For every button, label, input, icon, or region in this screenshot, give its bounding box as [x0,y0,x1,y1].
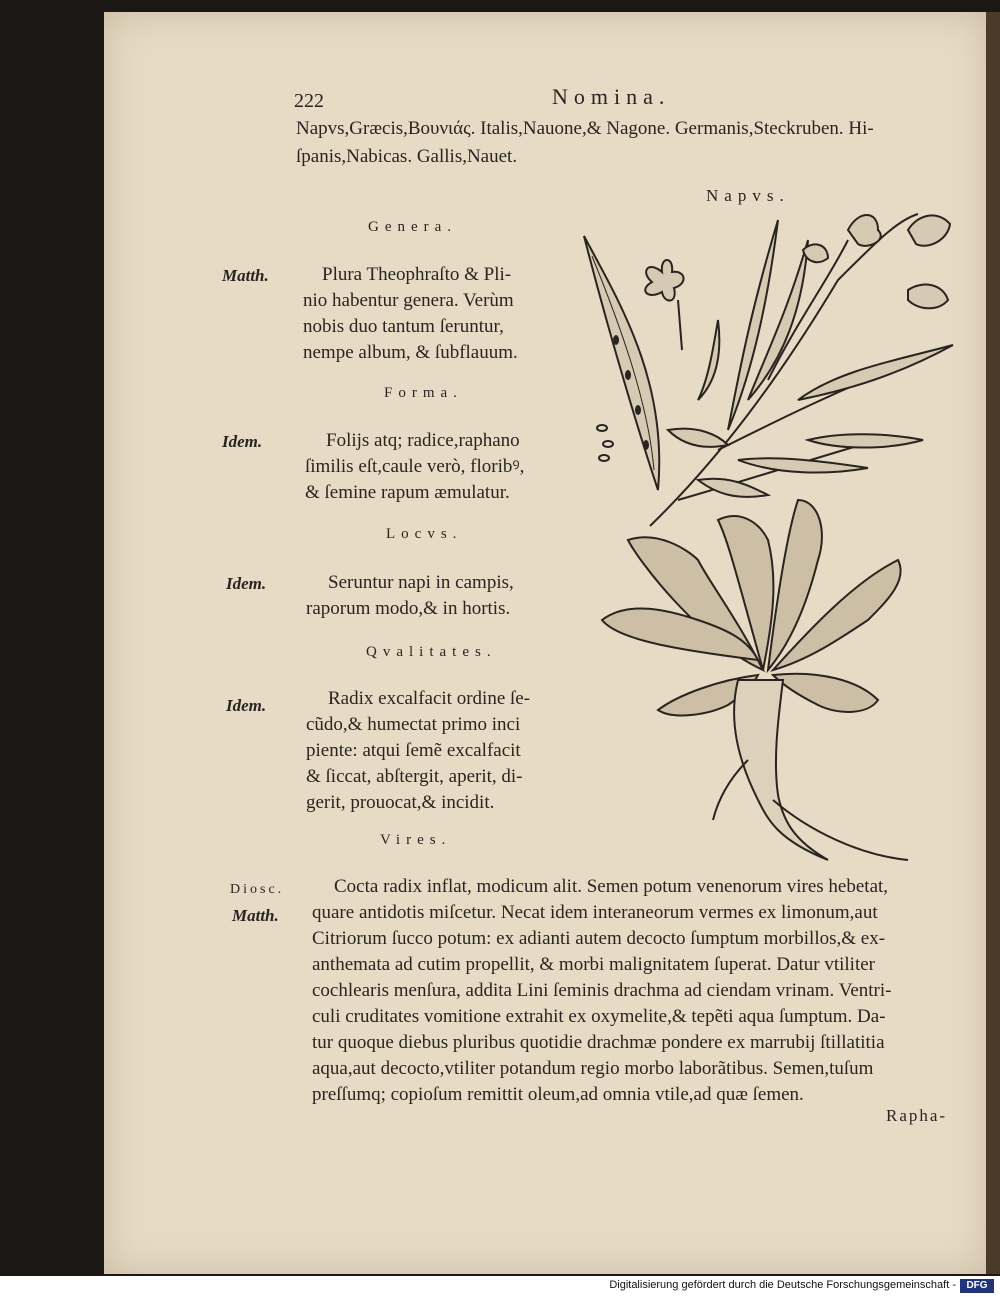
qualitates-line-5: gerit, prouocat,& incidit. [306,792,495,813]
genera-line-1: Plura Theophraſto & Pli- [322,264,512,285]
margin-note-qualitates: Idem. [226,696,267,715]
catchword: Rapha- [886,1106,948,1125]
page-number: 222 [294,90,324,112]
margin-note-locus: Idem. [226,574,267,593]
heading-genera: Genera. [368,219,458,235]
forma-line-1: Folijs atq; radice,raphano [326,430,520,451]
heading-vires: Vires. [380,832,452,848]
heading-locus: Locvs. [386,526,463,542]
locus-line-2: raporum modo,& in hortis. [306,598,511,619]
napus-woodcut-illustration [578,200,958,870]
margin-note-diosc: Diosc. [230,882,285,897]
vires-line-5: cochlearis menſura, addita Lini ſeminis drachma ad ciendam vrinam. Ventri- [312,980,892,1001]
margin-note-forma: Idem. [222,432,263,451]
qualitates-line-1: Radix excalfacit ordine ſe- [328,688,531,709]
nomina-line-2: ſpanis,Nabicas. Gallis,Nauet. [296,146,518,167]
margin-note-matth: Matth. [232,906,279,925]
heading-qualitates: Qvalitates. [366,644,497,660]
genera-line-3: nobis duo tantum ſeruntur, [303,316,504,337]
qualitates-line-2: cũdo,& humectat primo inci [306,714,521,735]
forma-line-3: & ſemine rapum æmulatur. [305,482,510,503]
vires-line-7: tur quoque diebus pluribus quotidie drachmæ pondere ex marrubij ſtillatitia [312,1032,885,1053]
footer-credit-text: Digitalisierung gefördert durch die Deutsche Forschungsgemeinschaft - [609,1279,956,1291]
nomina-line-1: Napvs,Græcis,Βουνιάς. Italis,Nauone,& Nagone. Germanis,Steckruben. Hi- [296,118,874,139]
qualitates-line-4: & ſiccat, abſtergit, aperit, di- [306,766,523,787]
vires-line-2: quare antidotis miſcetur. Necat idem interaneorum vermes ex limonum,aut [312,902,878,923]
genera-line-4: nempe album, & ſubflauum. [303,342,518,363]
running-head: Nomina. [552,84,671,109]
vires-line-9: preſſumq; copioſum remittit oleum,ad omnia vtile,ad quæ ſemen. [312,1084,804,1105]
vires-line-1: Cocta radix inflat, modicum alit. Semen potum venenorum vires hebetat, [334,876,889,897]
dfg-logo: DFG [960,1279,994,1293]
genera-line-2: nio habentur genera. Verùm [303,290,514,311]
digitization-footer [0,1276,1000,1297]
locus-line-1: Seruntur napi in campis, [328,572,514,593]
margin-note-genera: Matth. [222,266,269,285]
plate-title: Napvs. [706,186,790,205]
book-edge [986,12,1000,1274]
vires-line-3: Citriorum ſucco potum: ex adianti autem decocto ſumptum morbillos,& ex- [312,928,886,949]
forma-line-2: ſimilis eſt,caule verò, floribꝰ, [305,456,525,477]
heading-forma: Forma. [384,385,463,401]
vires-line-8: aqua,aut decocto,vtiliter potandum regio morbo laborãtibus. Semen,tuſum [312,1058,874,1079]
qualitates-line-3: piente: atqui ſemẽ excalfacit [306,740,521,761]
vires-line-6: culi cruditates vomitione extrahit ex oxymelite,& tepẽti aqua ſumptum. Da- [312,1006,886,1027]
vires-line-4: anthemata ad cutim propellit, & morbi malignitatem ſuperat. Datur vtiliter [312,954,875,975]
